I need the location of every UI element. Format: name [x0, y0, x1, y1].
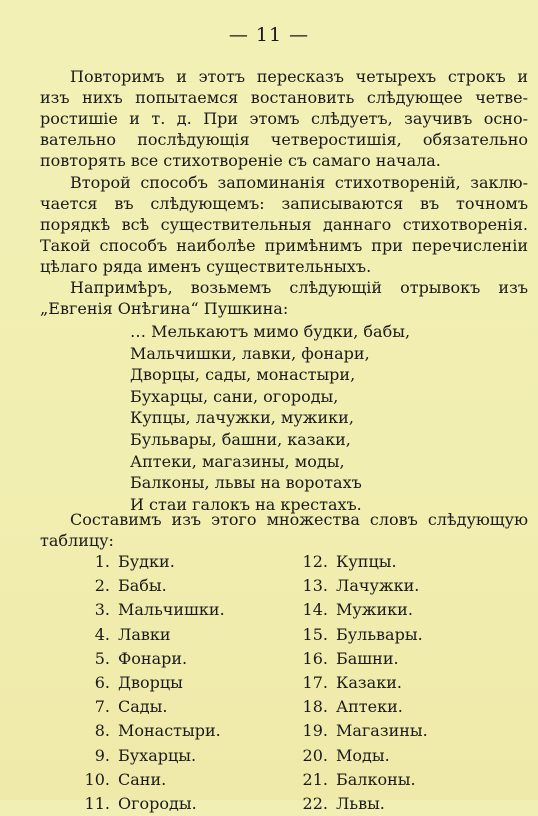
item-word: Лачужки. — [336, 576, 420, 596]
list-item — [66, 598, 225, 622]
item-number: 19. — [302, 721, 328, 741]
item-word: Будки. — [118, 552, 175, 571]
item-number: 13. — [302, 576, 328, 596]
poem-line: Аптеки, магазины, моды, — [130, 451, 345, 471]
item-number: 4. — [94, 624, 110, 644]
list-item — [284, 744, 428, 768]
item-word: Башни. — [336, 648, 399, 668]
list-item — [284, 647, 428, 671]
list-item — [284, 719, 428, 743]
item-number: 17. — [302, 673, 328, 693]
paragraph-1 — [40, 66, 528, 171]
item-number: 14. — [302, 600, 328, 620]
item-word: Мальчишки. — [118, 600, 225, 620]
text-line: чается въ слѣдующемъ: записываются въ точномъ — [40, 194, 528, 213]
word-table-right-column — [284, 550, 428, 816]
poem-excerpt — [130, 321, 410, 515]
list-item — [284, 792, 428, 816]
item-word: Огороды. — [118, 794, 197, 814]
poem-line: И стаи галокъ на крестахъ. — [130, 494, 362, 514]
item-word: Казаки. — [336, 673, 402, 693]
list-item — [284, 768, 428, 792]
text-line: ростишіе и т. д. При этомъ слѣдуетъ, заучивъ осно- — [40, 109, 528, 128]
text-line: вательно послѣдующія четверостишія, обязательно — [40, 130, 528, 149]
text-line: повторять все стихотвореніе съ самаго начала. — [40, 151, 441, 170]
word-table-left-column — [66, 550, 225, 816]
list-item — [66, 719, 225, 743]
list-item — [284, 598, 428, 622]
item-number: 7. — [94, 697, 110, 717]
item-word: Фонари. — [118, 648, 188, 668]
text-line: Повторимъ и этотъ пересказъ четырехъ строкъ и — [70, 67, 528, 86]
item-word: Балконы. — [336, 769, 416, 789]
paragraph-4 — [40, 509, 528, 551]
poem-line: Дворцы, сады, монастыри, — [130, 365, 356, 385]
text-line: цѣлаго ряда именъ существительныхъ. — [40, 257, 372, 276]
item-word: Моды. — [336, 745, 390, 765]
item-number: 20. — [302, 745, 328, 765]
item-word: Бухарцы. — [118, 745, 197, 765]
text-line: порядкѣ всѣ существительныя даннаго стихотворенія. — [40, 215, 528, 234]
item-number: 6. — [94, 673, 110, 693]
list-item — [66, 792, 225, 816]
poem-line: Мальчишки, лавки, фонари, — [130, 343, 370, 363]
list-item — [284, 671, 428, 695]
item-word: Мужики. — [336, 600, 413, 620]
item-word: Бульвары. — [336, 624, 423, 644]
item-word: Купцы. — [336, 552, 397, 571]
list-item — [284, 623, 428, 647]
list-item — [66, 671, 225, 695]
item-word: Бабы. — [118, 576, 167, 596]
poem-line: Балконы, львы на воротахъ — [130, 473, 362, 493]
item-number: 16. — [302, 648, 328, 668]
list-item — [66, 623, 225, 647]
item-number: 15. — [302, 624, 328, 644]
list-item — [66, 550, 225, 574]
item-word: Львы. — [336, 794, 385, 814]
poem-line: … Мелькаютъ мимо будки, бабы, — [130, 322, 411, 341]
text-line: Напримѣръ, возьмемъ слѣдующій отрывокъ изъ — [70, 278, 528, 297]
poem-line: Купцы, лачужки, мужики, — [130, 408, 354, 428]
text-line: Такой способъ наиболѣе примѣнимъ при перечисленіи — [40, 236, 528, 255]
text-line: изъ нихъ попытаемся востановить слѣдующее четве- — [40, 88, 528, 107]
item-number: 11. — [84, 794, 110, 814]
item-number: 5. — [94, 648, 110, 668]
item-number: 21. — [302, 769, 328, 789]
text-line: Второй способъ запоминанія стихотвореній, заклю- — [70, 173, 528, 192]
item-number: 18. — [302, 697, 328, 717]
list-item — [66, 574, 225, 598]
item-number: 8. — [94, 721, 110, 741]
list-item — [66, 695, 225, 719]
item-number: 2. — [94, 576, 110, 596]
list-item — [284, 695, 428, 719]
item-number: 12. — [302, 552, 328, 571]
item-number: 9. — [94, 745, 110, 765]
list-item — [66, 744, 225, 768]
item-word: Монастыри. — [118, 721, 221, 741]
poem-line: Бульвары, башни, казаки, — [130, 429, 351, 449]
text-line: Составимъ изъ этого множества словъ слѣдующую — [70, 510, 528, 529]
item-number: 10. — [84, 769, 110, 789]
item-number: 3. — [94, 600, 110, 620]
item-word: Сани. — [118, 769, 167, 789]
list-item — [66, 647, 225, 671]
item-word: Магазины. — [336, 721, 428, 741]
paragraph-3 — [40, 277, 528, 319]
page-number: — 11 — — [228, 24, 310, 46]
item-number: 1. — [94, 552, 110, 571]
item-word: Дворцы — [118, 673, 183, 693]
item-number: 22. — [302, 794, 328, 814]
item-word: Сады. — [118, 697, 168, 717]
list-item — [66, 768, 225, 792]
item-word: Аптеки. — [336, 697, 403, 717]
text-line: „Евгенія Онѣгина“ Пушкина: — [40, 299, 289, 318]
poem-line: Бухарцы, сани, огороды, — [130, 386, 339, 406]
item-word: Лавки — [118, 624, 171, 644]
list-item — [284, 574, 428, 598]
list-item — [284, 550, 428, 574]
paragraph-2 — [40, 172, 528, 277]
text-line: таблицу: — [40, 531, 114, 550]
